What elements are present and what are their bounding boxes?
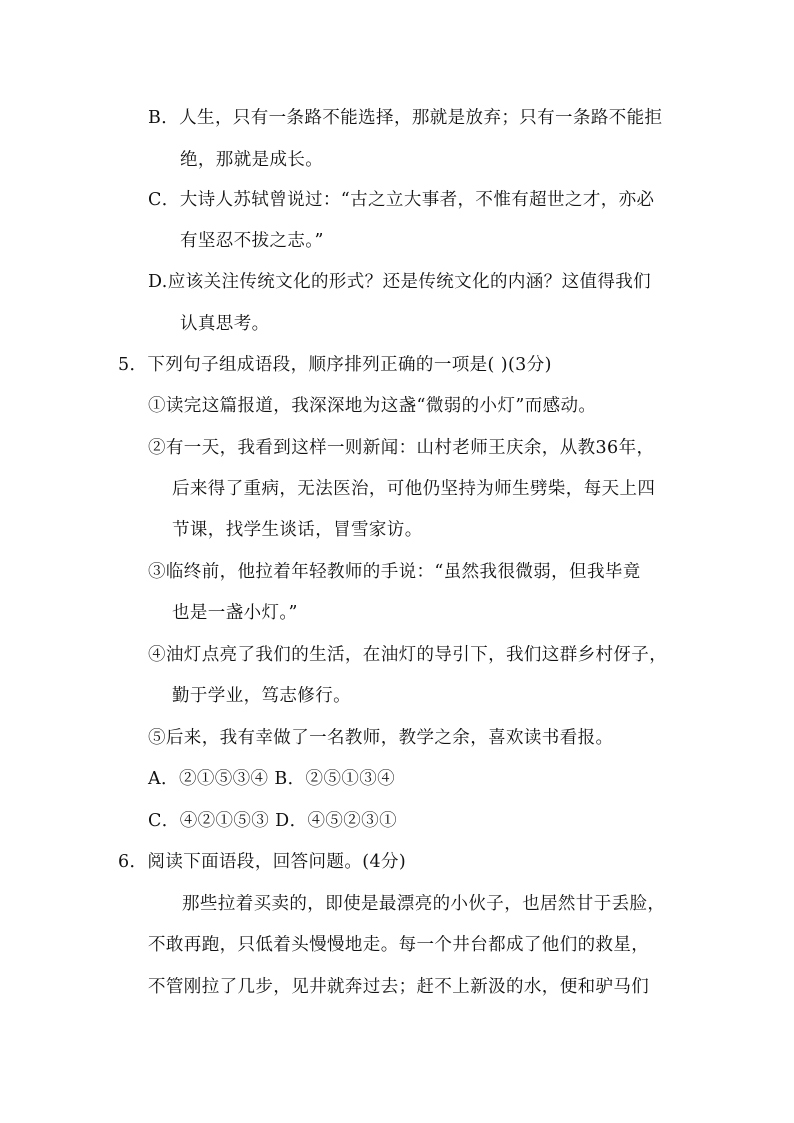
sentence-3-line-2: 也是一盏小灯。” xyxy=(172,603,298,623)
question-6-stem: 6．阅读下面语段，回答问题。(4分) xyxy=(118,852,407,872)
passage-line-2: 不敢再跑，只低着头慢慢地走。每一个井台都成了他们的救星， xyxy=(148,935,650,955)
option-d-line-2: 认真思考。 xyxy=(180,314,270,334)
question-5-stem: 5．下列句子组成语段，顺序排列正确的一项是( )(3分) xyxy=(118,355,552,375)
passage-line-1: 那些拉着买卖的，即使是最漂亮的小伙子，也居然甘于丢脸， xyxy=(182,894,666,914)
sentence-4-line-2: 勤于学业，笃志修行。 xyxy=(172,686,351,706)
passage-line-3: 不管刚拉了几步，见井就奔过去；赶不上新汲的水，便和驴马们 xyxy=(148,977,650,997)
sentence-5: ⑤后来，我有幸做了一名教师，教学之余，喜欢读书看报。 xyxy=(148,728,614,748)
sentence-1: ①读完这篇报道，我深深地为这盏“微弱的小灯”而感动。 xyxy=(148,396,597,416)
sentence-2-line-2: 后来得了重病，无法医治，可他仍坚持为师生劈柴，每天上四 xyxy=(172,479,656,499)
sentence-2-line-3: 节课，找学生谈话，冒雪家访。 xyxy=(172,520,423,540)
option-c-line-2: 有坚忍不拔之志。” xyxy=(180,231,324,251)
option-b-line-1: B．人生，只有一条路不能选择，那就是放弃；只有一条路不能拒 xyxy=(148,108,663,128)
option-c-line-1: C．大诗人苏轼曾说过：“古之立大事者，不惟有超世之才，亦必 xyxy=(148,190,655,210)
options-c-d: C．④②①⑤③ D．④⑤②③① xyxy=(148,811,397,831)
option-b-line-2: 绝，那就是成长。 xyxy=(180,150,324,170)
options-a-b: A．②①⑤③④ B．②⑤①③④ xyxy=(148,769,396,789)
sentence-2-line-1: ②有一天，我看到这样一则新闻：山村老师王庆余，从教36年， xyxy=(148,438,655,458)
option-d-line-1: D.应该关注传统文化的形式？还是传统文化的内涵？这值得我们 xyxy=(148,272,652,292)
sentence-4-line-1: ④油灯点亮了我们的生活，在油灯的导引下，我们这群乡村伢子， xyxy=(148,645,668,665)
sentence-3-line-1: ③临终前，他拉着年轻教师的手说：“虽然我很微弱，但我毕竟 xyxy=(148,562,641,582)
